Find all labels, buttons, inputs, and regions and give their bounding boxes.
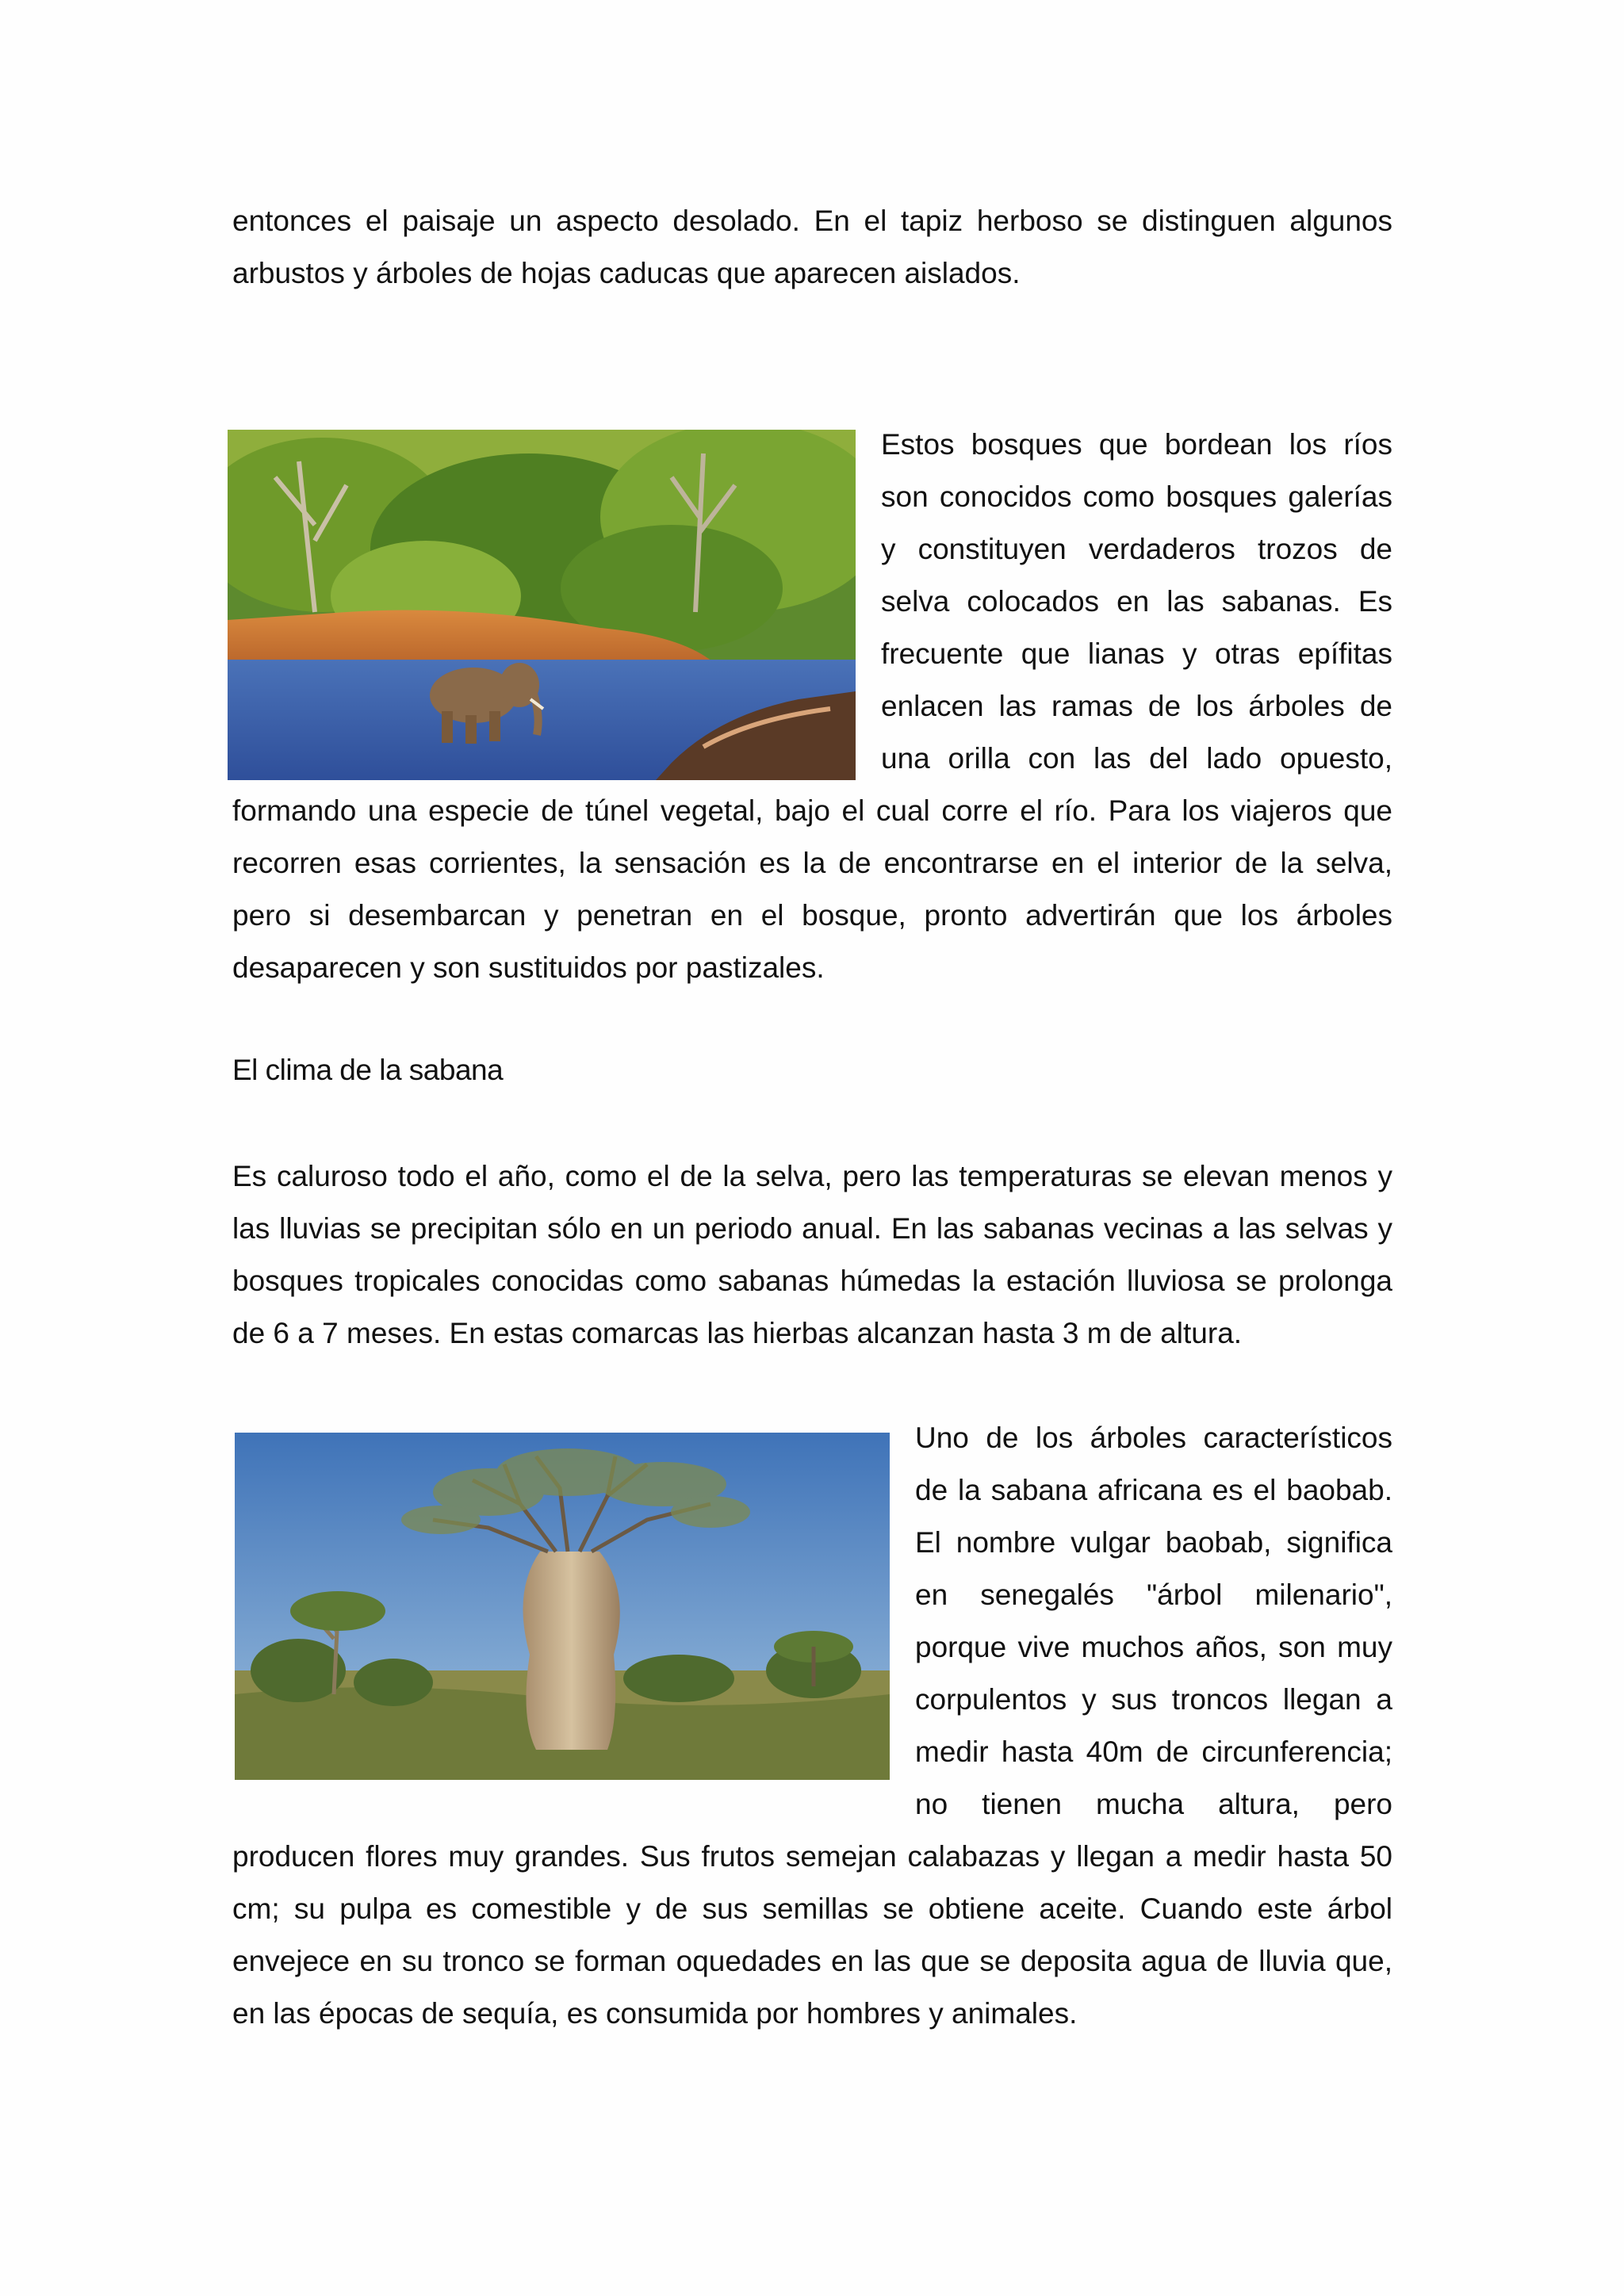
elephant-river-photo bbox=[228, 430, 856, 780]
baobab-trunk bbox=[523, 1552, 620, 1750]
elephant-river-illustration bbox=[228, 430, 856, 780]
baobab-illustration bbox=[235, 1433, 890, 1780]
section-heading-climate: El clima de la sabana bbox=[232, 1054, 504, 1086]
document-body bbox=[232, 195, 1392, 2040]
paragraph-climate: Es caluroso todo el año, como el de la selva, pero las temperaturas se elevan menos y las lluvias se precipitan sólo en un periodo anual. En las sabanas vecinas a las selvas y bosques tropicales conocidas como sabanas húmedas la estación lluviosa se prolonga de 6 a 7 meses. En estas comarcas las hierbas alcanzan hasta 3 m de altura. bbox=[232, 1160, 1392, 1349]
paragraph-baobab: Uno de los árboles característicos de la sabana africana es el baobab. El nombre vulgar baobab, significa en senegalés "árbol milenario", porque vive muchos años, son muy corpulentos y sus troncos llegan a medir hasta 40m de circunferencia; no tienen mucha altura, pero producen flores muy grandes. Sus frutos semejan calabazas y llegan a medir hasta 50 cm; su pulpa es comestible y de sus semillas se obtiene aceite. Cuando este árbol envejece en su tronco se forman oquedades en las que se deposita agua de lluvia que, en las épocas de sequía, es consumida por hombres y animales. bbox=[232, 1422, 1392, 2030]
baobab-tree-photo bbox=[235, 1433, 890, 1780]
paragraph-gallery-forests: Estos bosques que bordean los ríos son conocidos como bosques galerías y constituyen verdaderos trozos de selva colocados en las sabanas. Es frecuente que lianas y otras epífitas enlacen las ramas de los árboles de una orilla con las del lado opuesto, formando una especie de túnel vegetal, bajo el cual corre el río. Para los viajeros que recorren esas corrientes, la sensación es la de encontrarse en el interior de la selva, pero si desembarcan y penetran en el bosque, pronto advertirán que los árboles desaparecen y son sustituidos por pastizales. bbox=[232, 428, 1392, 984]
paragraph-intro: entonces el paisaje un aspecto desolado. En el tapiz herboso se distinguen algunos arbustos y árboles de hojas caducas que aparecen aislados. bbox=[232, 205, 1392, 289]
